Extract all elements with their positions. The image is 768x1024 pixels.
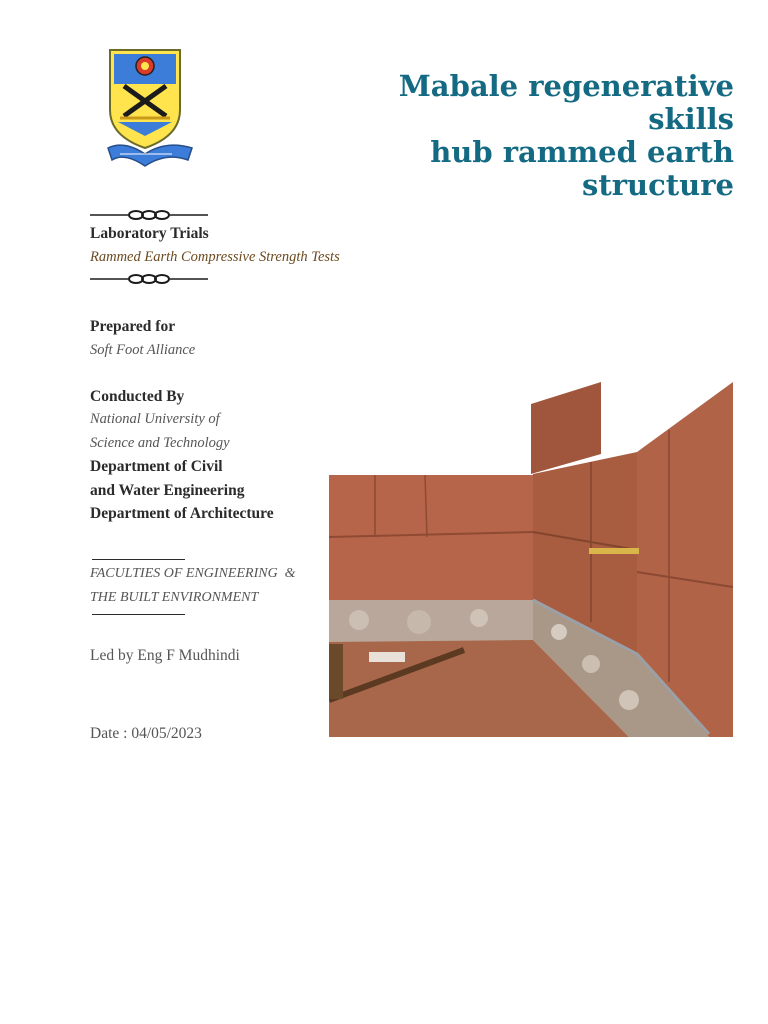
title-line-2: hub rammed earth [430, 135, 734, 169]
faculties-rule-bottom [92, 614, 185, 615]
faculties-line-2: THE BUILT ENVIRONMENT [90, 590, 259, 605]
faculties-line-1: FACULTIES OF ENGINEERING & [90, 566, 296, 581]
ornament-divider-bottom [90, 271, 208, 285]
department-architecture: Department of Architecture [90, 505, 274, 522]
university-name-line-2: Science and Technology [90, 435, 230, 451]
faculties-rule-top [92, 559, 185, 560]
title-line-1: Mabale regenerative skills [398, 69, 734, 136]
title-line-3: structure [582, 168, 734, 202]
department-civil-line-1: Department of Civil [90, 458, 223, 475]
laboratory-heading: Laboratory Trials [90, 225, 209, 242]
date-text: Date : 04/05/2023 [90, 725, 202, 742]
laboratory-subtitle: Rammed Earth Compressive Strength Tests [90, 249, 340, 265]
university-name-line-1: National University of [90, 411, 220, 427]
rammed-earth-structure-photo [329, 382, 733, 737]
conducted-by-label: Conducted By [90, 388, 185, 405]
ornament-divider-top [90, 207, 208, 221]
prepared-for-value: Soft Foot Alliance [90, 342, 196, 358]
department-civil-line-2: and Water Engineering [90, 482, 245, 499]
university-crest-logo [104, 44, 198, 176]
document-title [304, 70, 734, 202]
led-by-text: Led by Eng F Mudhindi [90, 647, 240, 664]
prepared-for-label: Prepared for [90, 318, 176, 335]
